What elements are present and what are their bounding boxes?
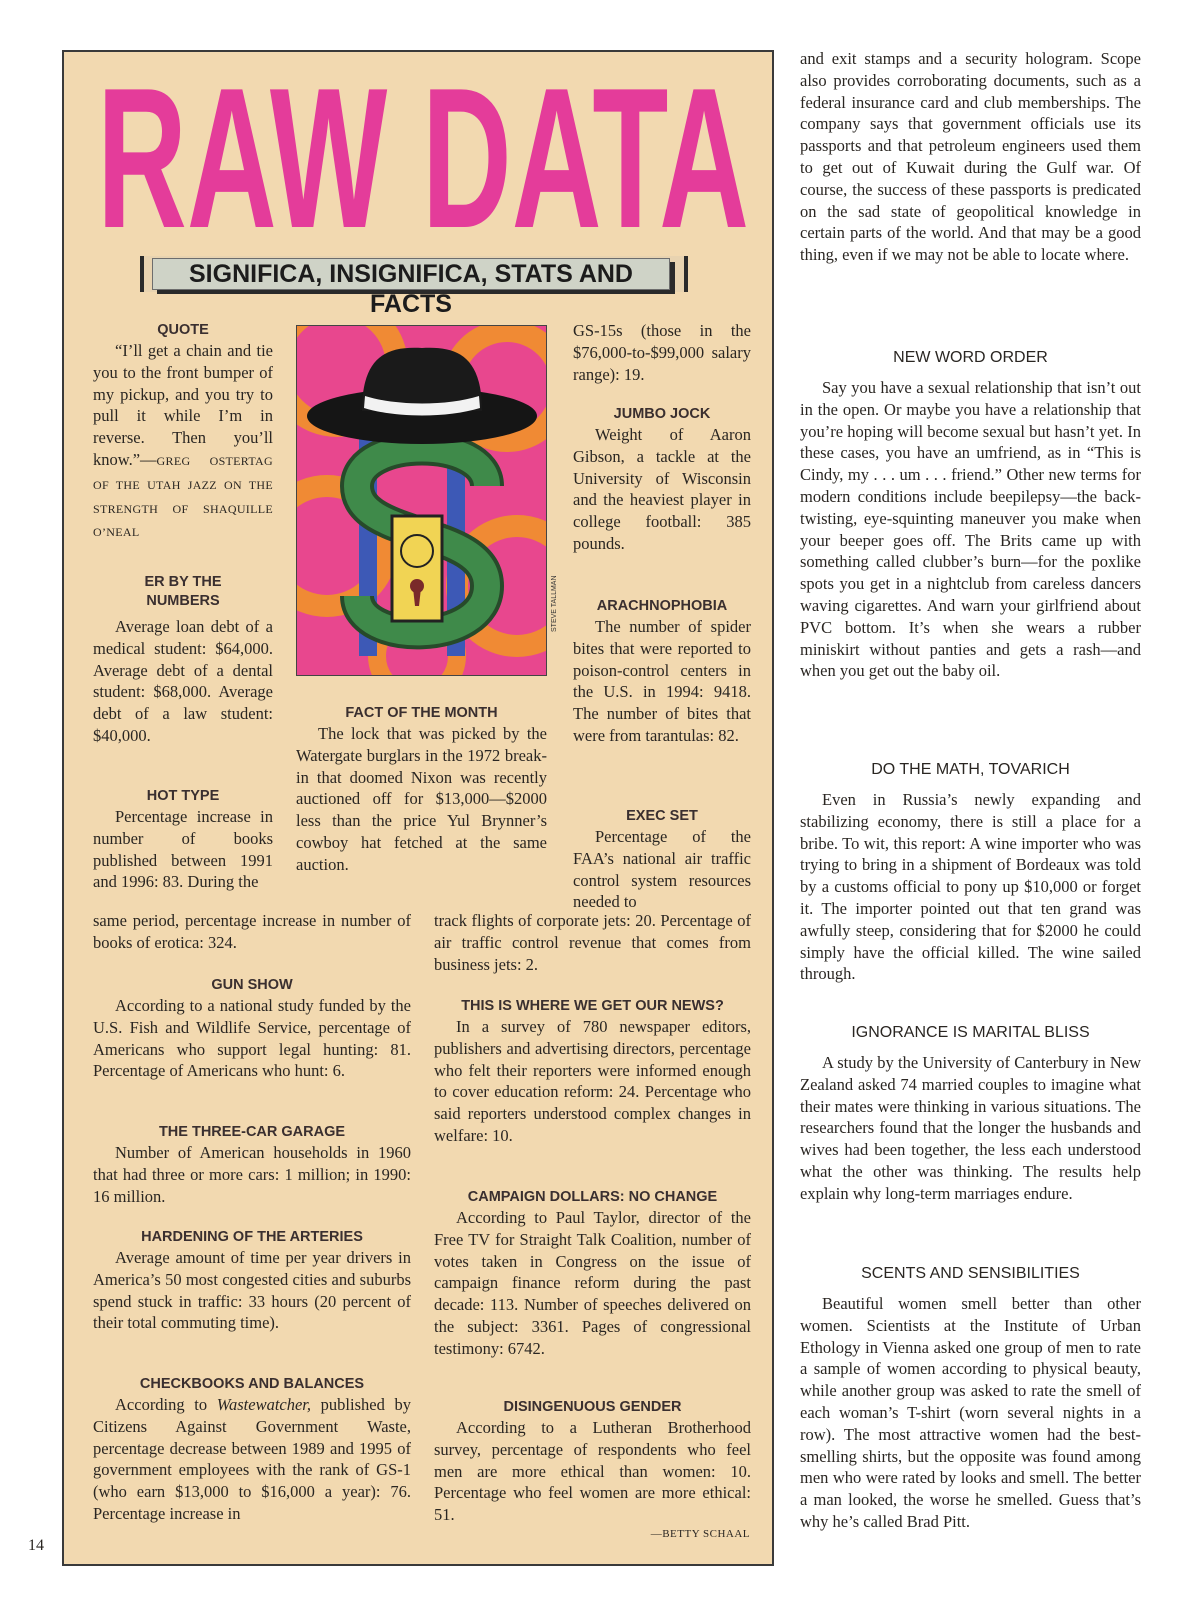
checkbooks-text-pre: According to (115, 1395, 217, 1414)
gender-body (434, 1417, 751, 1526)
hat-dollar-illustration (297, 326, 547, 676)
er-body (93, 616, 273, 747)
heading-er-line1: ER BY THE (144, 574, 222, 590)
gs15-text: GS-15s (those in the $76,000-to-$99,000 salary range): 19. (573, 321, 751, 384)
heading-gun-show: GUN SHOW (211, 977, 293, 993)
quote-text: “I’ll get a chain and tie you to the front bumper of my pickup, and you try to pull it while I’m in reverse. Then you’ll know.”— (93, 341, 273, 469)
news-body (434, 1016, 751, 1147)
scents-text: Beautiful women smell better than other women. Scientists at the Institute of Urban Ethology in Vienna asked one group of men to rate a sample of women according to physical beauty, while another group was asked to rate the smell of each woman’s T-shirt (worn several nights in a row). The most attractive women had the best-smelling shirts, but the opposite was found among men who were rated by looks and smell. The better a man looked, the worse he smelled. Guess that’s why he’s called Brad Pitt. (800, 1294, 1141, 1531)
heading-campaign: CAMPAIGN DOLLARS: NO CHANGE (467, 1189, 718, 1205)
heading-checkbooks: CHECKBOOKS AND BALANCES (139, 1376, 365, 1392)
subtitle-text: SIGNIFICA, INSIGNIFICA, STATS AND FACTS (189, 260, 633, 318)
hot-type-text-1: Percentage increase in number of books published between 1991 and 1996: 83. During the (93, 807, 273, 892)
heading-scents: SCENTS AND SENSIBILITIES (861, 1265, 1080, 1282)
heading-hot-type: HOT TYPE (146, 788, 220, 804)
heading-quote: QUOTE (157, 322, 209, 338)
new-word-order-text: Say you have a sexual relationship that isn’t out in the open. Or maybe you have a relationship that you’re hoping will become sexual but hasn’t yet. In these cases, you have an umfriend, as in “This is Cindy, my . . . um . . . friend.” Other new terms for modern conditions include beepilepsy—the back-twisting, eye-squinting maneuver you make when your beeper goes off. The Brits came up with something called clubber’s burn—for the poxlike spots you get in a nightclub from careless dancers waving cigarettes. And warn your girlfriend about PVC bottom. It’s when she wears a rubber miniskirt without panties and gets a rash—and when you get out the baby oil. (800, 378, 1141, 681)
tovarich-text: Even in Russia’s newly expanding and stabilizing economy, there is still a place for a bribe. To wit, this report: A wine importer who was trying to bring in a shipment of Bordeaux was told by a customs official to pony up $10,000 or forget it. The importer pointed out that ten grand was awfully steep, considering that for $2000 he could simply have the official killed. The wine sailed through. (800, 790, 1141, 984)
quote-attribution: GREG OSTERTAG OF THE UTAH JAZZ ON THE STRENGTH OF SHAQUILLE O’NEAL (93, 453, 273, 540)
hot-type-body-cont (93, 910, 411, 954)
er-text: Average loan debt of a medical student: $64,000. Average debt of a dental student: $68,000. Average debt of a law student: $40,000. (93, 617, 273, 745)
right-intro-text: and exit stamps and a security hologram. Scope also provides corroborating documents, such as a federal insurance card and club memberships. The company says that government officials use its passports and that petroleum engineers used them to get out of Kuwait during the Gulf war. Of course, the success of these passports is predicated on the sad state of geopolitical knowledge in certain parts of the world. And that may be a good thing, even if we may not be able to locate where. (800, 49, 1141, 265)
three-car-body (93, 1142, 411, 1207)
checkbooks-publication: Wastewatcher, (216, 1395, 312, 1414)
quote-body (93, 340, 273, 544)
hot-type-text-2: same period, percentage increase in number of books of erotica: 324. (93, 911, 411, 952)
gender-text: According to a Lutheran Brotherhood survey, percentage of respondents who feel men are more ethical than women: 10. Percentage who feel women are more ethical: 51. (434, 1418, 751, 1525)
heading-gender: DISINGENUOUS GENDER (503, 1399, 682, 1415)
exec-set-body-cont (434, 910, 751, 975)
jumbo-jock-body (573, 424, 751, 555)
arteries-text: Average amount of time per year drivers in America’s 50 most congested cities and suburbs spend stuck in traffic: 33 hours (20 percent of their total commuting time). (93, 1248, 411, 1333)
fact-of-month-body (296, 723, 547, 876)
arteries-body (93, 1247, 411, 1334)
gun-show-text: According to a national study funded by the U.S. Fish and Wildlife Service, percentage of Americans who support legal hunting: 81. Percentage of Americans who hunt: 6. (93, 996, 411, 1081)
jumbo-jock-text: Weight of Aaron Gibson, a tackle at the University of Wisconsin and the heaviest player in college football: 385 pounds. (573, 425, 751, 553)
scents-body (800, 1293, 1141, 1533)
marital-body (800, 1052, 1141, 1205)
heading-arachnophobia: ARACHNOPHOBIA (596, 598, 728, 614)
heading-exec-set: EXEC SET (626, 808, 698, 824)
heading-fact-of-month: FACT OF THE MONTH (345, 705, 498, 721)
exec-set-text-2: track flights of corporate jets: 20. Percentage of air traffic control revenue that comes from business jets: 2. (434, 911, 751, 974)
fact-of-month-text: The lock that was picked by the Watergate burglars in the 1972 break-in that doomed Nixon was recently auctioned off for $13,000—$2000 less than the price Yul Brynner’s cowboy hat fetched at the same auction. (296, 724, 547, 874)
arachnophobia-body (573, 616, 751, 747)
heading-new-word-order: NEW WORD ORDER (893, 349, 1048, 366)
art-credit: STEVE TALLMAN (551, 575, 558, 632)
logo-text: RAW DATA (97, 55, 749, 235)
new-word-order-body (800, 377, 1141, 682)
gun-show-body (93, 995, 411, 1082)
news-text: In a survey of 780 newspaper editors, publishers and advertising directors, percentage who felt their reporters were informed enough to cover education reform: 24. Percentage who said reporters understood complex changes in welfare: 10. (434, 1017, 751, 1145)
illustration-hat-dollar (296, 325, 547, 676)
raw-data-logo (93, 55, 753, 235)
checkbooks-body (93, 1394, 411, 1525)
marital-text: A study by the University of Canterbury in New Zealand asked 74 married couples to imagine what their mates were thinking in various situations. The researchers found that the longer the husbands and wives had been together, the less each understood what the other was thinking. The results help explain why long-term marriages endure. (800, 1053, 1141, 1203)
heading-three-car: THE THREE-CAR GARAGE (158, 1124, 346, 1140)
tovarich-body (800, 789, 1141, 985)
heading-jumbo-jock: JUMBO JOCK (613, 406, 711, 422)
heading-er-by-numbers (93, 573, 273, 611)
checkbooks-text-post: published by Citizens Against Government Waste, percentage decrease between 1989 and 1995 of government employees with the rank of GS-1 (who earn $13,000 to $16,000 a year): 76. Percentage increase in (93, 1395, 411, 1523)
hot-type-body (93, 806, 273, 893)
arachnophobia-text: The number of spider bites that were reported to poison-control centers in the U.S. in 1994: 9418. The number of bites that were from tarantulas: 82. (573, 617, 751, 745)
heading-er-line2: NUMBERS (146, 593, 220, 609)
three-car-text: Number of American households in 1960 that had three or more cars: 1 million; in 1990: 16 million. (93, 1143, 411, 1206)
subtitle-banner (140, 256, 688, 318)
author-credit: —BETTY SCHAAL (650, 1528, 750, 1540)
heading-tovarich: DO THE MATH, TOVARICH (871, 761, 1070, 778)
page-number: 14 (28, 1537, 44, 1554)
right-intro (800, 48, 1141, 266)
heading-news: THIS IS WHERE WE GET OUR NEWS? (461, 998, 724, 1014)
exec-set-text-1: Percentage of the FAA’s national air traffic control system resources needed to (573, 827, 751, 912)
campaign-text: According to Paul Taylor, director of the Free TV for Straight Talk Coalition, number of votes taken in Congress on the issue of campaign finance reform during the past decade: 113. Number of speeches delivered on the subject: 3361. Pages of congressional testimony: 6742. (434, 1208, 751, 1358)
exec-set-body (573, 826, 751, 913)
heading-marital: IGNORANCE IS MARITAL BLISS (851, 1024, 1090, 1041)
heading-arteries: HARDENING OF THE ARTERIES (141, 1229, 363, 1245)
gs15-body (573, 320, 751, 385)
campaign-body (434, 1207, 751, 1360)
